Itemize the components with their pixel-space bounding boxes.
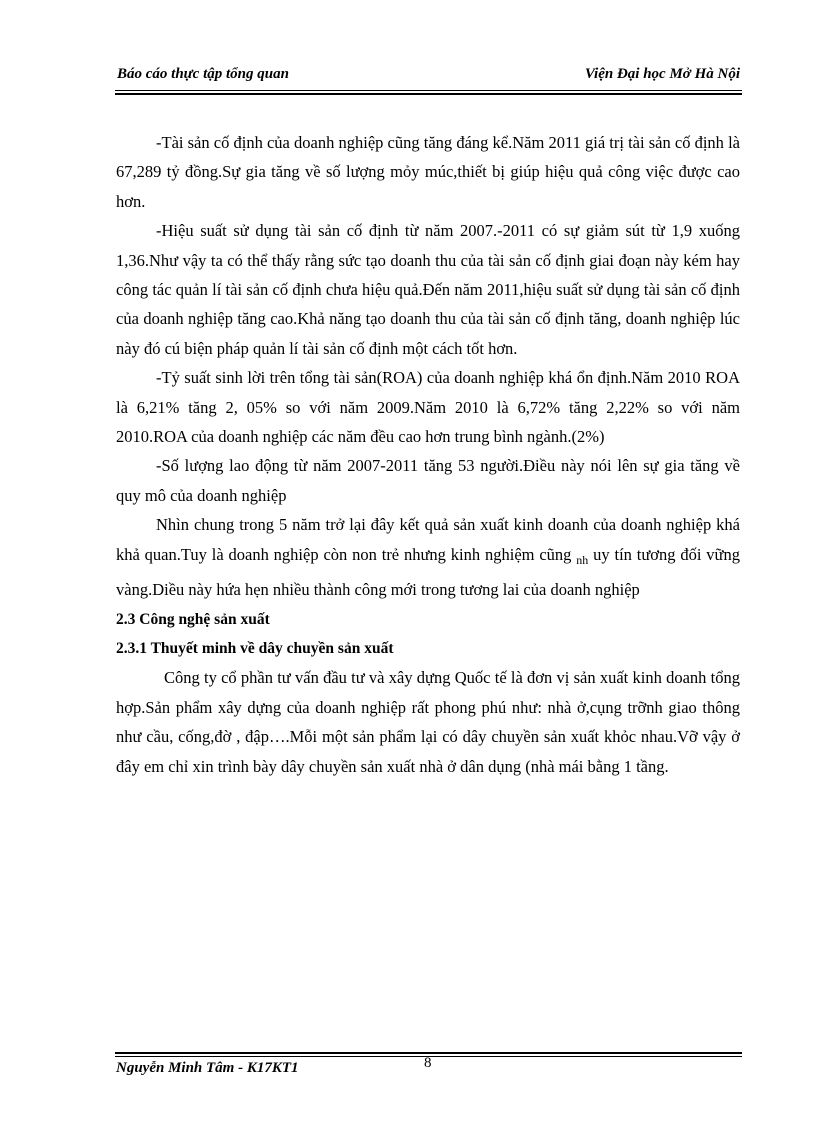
paragraph-labor: -Số lượng lao động từ năm 2007-2011 tăng 53 người.Điều này nói lên sự gia tăng về quy mô của doanh nghiệp — [116, 456, 740, 505]
header-rule-thin — [115, 90, 742, 91]
page-header — [115, 66, 740, 90]
footer-rule-thick — [115, 1052, 742, 1054]
summary-subscript-fragment: nh — [576, 552, 589, 567]
paragraph-fixed-assets: -Tài sản cố định của doanh nghiệp cũng tăng đáng kể.Năm 2011 giá trị tài sản cố định là 67,289 tỷ đồng.Sự gia tăng về số lượng mỏy múc,thiết bị giúp hiệu quả công việc được cao hơn. — [116, 133, 740, 211]
header-report-title: Báo cáo thực tập tổng quan — [117, 66, 289, 82]
page-number: 8 — [424, 1055, 432, 1071]
summary-text-end: uy tín tương đối vững vàng.Diều này hứa hẹn nhiều thành công mới trong tương lai của doanh nghiệp — [116, 544, 740, 600]
document-body — [116, 128, 740, 781]
summary-text-start: Nhìn chung trong 5 năm trở lại đây kết quả sản xuất kinh doanh của doanh nghiệp khá khả quan.Tuy là doanh nghiệp còn non trẻ nhưng kinh nghiệm cũng — [116, 515, 740, 564]
paragraph-asset-efficiency: -Hiệu suất sử dụng tài sản cố định từ năm 2007.-2011 có sự giảm sút từ 1,9 xuống 1,36.Như vậy ta có thể thấy rằng sức tạo doanh thu của tài sản cố định giai đoạn này kém hay công tác quản lí tài sản cố định chưa hiệu quả.Đến năm 2011,hiệu suất sử dụng tài sản cố định của doanh nghiệp tăng cao.Khả năng tạo doanh thu của tài sản cố định tăng, doanh nghiệp lúc này đó cú biện pháp quản lí tài sản cố định một cách tốt hơn. — [116, 221, 740, 358]
paragraph-production-line: Công ty cổ phần tư vấn đầu tư và xây dựng Quốc tế là đơn vị sản xuất kinh doanh tổng hợp.Sản phẩm xây dựng của doanh nghiệp rất phong phú như: nhà ở,cụng trỡnh giao thông như cầu, cống,đờ , đập….Mỗi một sản phẩm lại có dây chuyền sản xuất khỏc nhau.Vỡ vậy ở đây em chỉ xin trình bày dây chuyền sản xuất nhà ở dân dụng (nhà mái bằng 1 tầng. — [116, 668, 740, 776]
paragraph-summary — [116, 510, 740, 604]
footer-author: Nguyễn Minh Tâm - K17KT1 — [116, 1060, 299, 1076]
header-institution: Viện Đại học Mở Hà Nội — [584, 66, 740, 82]
header-rule-thick — [115, 93, 742, 95]
section-heading-2-3-1: 2.3.1 Thuyết minh về dây chuyền sản xuất — [116, 639, 394, 657]
section-heading-2-3: 2.3 Công nghệ sản xuất — [116, 610, 270, 628]
paragraph-roa: -Tỷ suất sinh lời trên tổng tài sản(ROA) của doanh nghiệp khá ổn định.Năm 2010 ROA là 6,21% tăng 2, 05% so với năm 2009.Năm 2010 là 6,72% tăng 2,22% so với năm 2010.ROA của doanh nghiệp các năm đều cao hơn trung bình ngành.(2%) — [116, 368, 740, 447]
